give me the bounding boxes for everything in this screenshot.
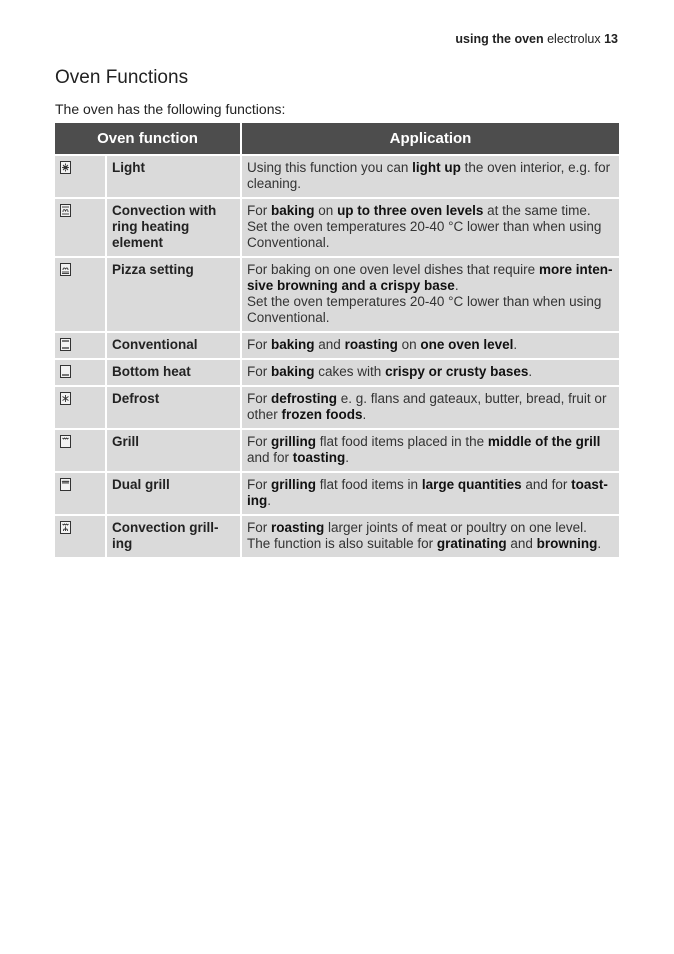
- header-brand: electrolux: [547, 32, 601, 46]
- function-application: [241, 257, 619, 332]
- application-text: .: [345, 450, 350, 465]
- function-icon-cell: [55, 359, 106, 386]
- page-number: 13: [604, 32, 618, 46]
- application-emphasis: grilling: [271, 434, 317, 449]
- defrost-icon: [60, 392, 71, 405]
- application-text: For baking on one oven level dishes that require: [247, 262, 539, 277]
- application-text: For: [247, 364, 272, 379]
- convection-grill-icon: [60, 521, 71, 534]
- function-name-text: Convection grill-: [112, 520, 219, 535]
- function-application: [241, 359, 619, 386]
- table-row: [55, 515, 619, 557]
- application-text: larger joints of meat or poultry on one level.: [324, 520, 587, 535]
- application-text: For: [247, 203, 272, 218]
- application-emphasis: defrosting: [271, 391, 338, 406]
- application-emphasis: roasting: [344, 337, 398, 352]
- function-name-text: Conventional: [112, 337, 198, 352]
- function-name-text: Bottom heat: [112, 364, 191, 379]
- column-header-application: Application: [241, 123, 619, 155]
- application-text: and for: [521, 477, 572, 492]
- application-emphasis: baking: [271, 337, 315, 352]
- function-name-text: ing: [112, 536, 133, 551]
- table-header-row: [55, 123, 619, 155]
- application-emphasis: frozen foods: [281, 407, 363, 422]
- function-name: [106, 472, 241, 515]
- application-text: flat food items placed in the: [316, 434, 488, 449]
- application-text: flat food items in: [316, 477, 422, 492]
- application-emphasis: large quantities: [421, 477, 522, 492]
- application-text: at the same time.: [483, 203, 591, 218]
- function-name-text: Defrost: [112, 391, 160, 406]
- function-application: [241, 332, 619, 359]
- table-row: [55, 198, 619, 257]
- application-text: the oven interior, e.g. for cleaning.: [247, 160, 611, 191]
- table-row: [55, 386, 619, 429]
- function-name: [106, 429, 241, 472]
- application-emphasis: sive browning and a crispy base: [247, 278, 455, 293]
- application-emphasis: one oven level: [420, 337, 514, 352]
- pizza-setting-icon: [60, 263, 71, 276]
- function-name: [106, 332, 241, 359]
- function-name: [106, 386, 241, 429]
- application-text: and for: [247, 450, 293, 465]
- function-icon-cell: [55, 198, 106, 257]
- function-name-text: Pizza setting: [112, 262, 194, 277]
- application-emphasis: ing: [247, 493, 268, 508]
- application-emphasis: crispy or crusty bases: [385, 364, 529, 379]
- dual-grill-icon: [60, 478, 71, 491]
- application-emphasis: gratinating: [436, 536, 507, 551]
- function-name-text: Convection with ring heating element: [112, 203, 217, 250]
- application-text: and: [506, 536, 537, 551]
- function-application: [241, 515, 619, 557]
- application-text: and: [314, 337, 345, 352]
- application-text: For: [247, 337, 272, 352]
- application-text: Using this function you can: [247, 160, 413, 175]
- application-emphasis: up to three oven levels: [337, 203, 484, 218]
- table-body: [55, 155, 619, 557]
- convection-fan-icon: [60, 204, 71, 217]
- function-name-text: Dual grill: [112, 477, 170, 492]
- table-row: [55, 472, 619, 515]
- oven-functions-table: [55, 123, 619, 557]
- table-row: [55, 332, 619, 359]
- light-icon: [60, 161, 71, 174]
- function-icon-cell: [55, 332, 106, 359]
- application-emphasis: baking: [271, 364, 315, 379]
- application-emphasis: baking: [271, 203, 315, 218]
- bottom-heat-icon: [60, 365, 71, 378]
- application-emphasis: browning: [536, 536, 598, 551]
- application-text: .: [454, 278, 459, 293]
- function-icon-cell: [55, 386, 106, 429]
- application-text: The function is also suitable for: [247, 536, 437, 551]
- function-icon-cell: [55, 155, 106, 198]
- application-emphasis: more inten-: [538, 262, 613, 277]
- function-icon-cell: [55, 472, 106, 515]
- function-application: [241, 386, 619, 429]
- function-name-text: Grill: [112, 434, 140, 449]
- application-emphasis: toasting: [292, 450, 346, 465]
- application-text: cakes with: [314, 364, 386, 379]
- page-title: Oven Functions: [55, 67, 189, 88]
- application-text: Set the oven temperatures 20-40 °C lower than when using Conventional.: [247, 219, 602, 250]
- table-row: [55, 359, 619, 386]
- application-text: on: [397, 337, 421, 352]
- running-header: [455, 32, 618, 46]
- application-text: .: [597, 536, 602, 551]
- column-header-oven-function: Oven function: [55, 123, 241, 155]
- function-name: [106, 155, 241, 198]
- function-icon-cell: [55, 429, 106, 472]
- application-text: .: [267, 493, 272, 508]
- application-emphasis: middle of the grill: [487, 434, 601, 449]
- application-emphasis: roasting: [271, 520, 325, 535]
- application-text: .: [528, 364, 533, 379]
- application-text: For: [247, 391, 272, 406]
- function-name: [106, 198, 241, 257]
- function-icon-cell: [55, 257, 106, 332]
- application-text: For: [247, 477, 272, 492]
- function-application: [241, 155, 619, 198]
- table-row: [55, 429, 619, 472]
- application-emphasis: toast-: [571, 477, 608, 492]
- function-application: [241, 472, 619, 515]
- application-text: For: [247, 520, 272, 535]
- table-row: [55, 155, 619, 198]
- application-text: on: [314, 203, 338, 218]
- application-text: e. g. flans and gateaux, butter, bread, fruit or other: [247, 391, 607, 422]
- application-text: .: [362, 407, 367, 422]
- grill-icon: [60, 435, 71, 448]
- application-text: For: [247, 434, 272, 449]
- function-name: [106, 515, 241, 557]
- conventional-icon: [60, 338, 71, 351]
- header-section: using the oven: [455, 32, 544, 46]
- application-text: .: [513, 337, 518, 352]
- function-name-text: Light: [112, 160, 145, 175]
- application-text: Set the oven temperatures 20-40 °C lower than when using Conventional.: [247, 294, 602, 325]
- application-emphasis: light up: [412, 160, 461, 175]
- function-name: [106, 359, 241, 386]
- intro-text: The oven has the following functions:: [55, 101, 286, 117]
- function-icon-cell: [55, 515, 106, 557]
- application-emphasis: grilling: [271, 477, 317, 492]
- function-application: [241, 429, 619, 472]
- table-row: [55, 257, 619, 332]
- function-application: [241, 198, 619, 257]
- function-name: [106, 257, 241, 332]
